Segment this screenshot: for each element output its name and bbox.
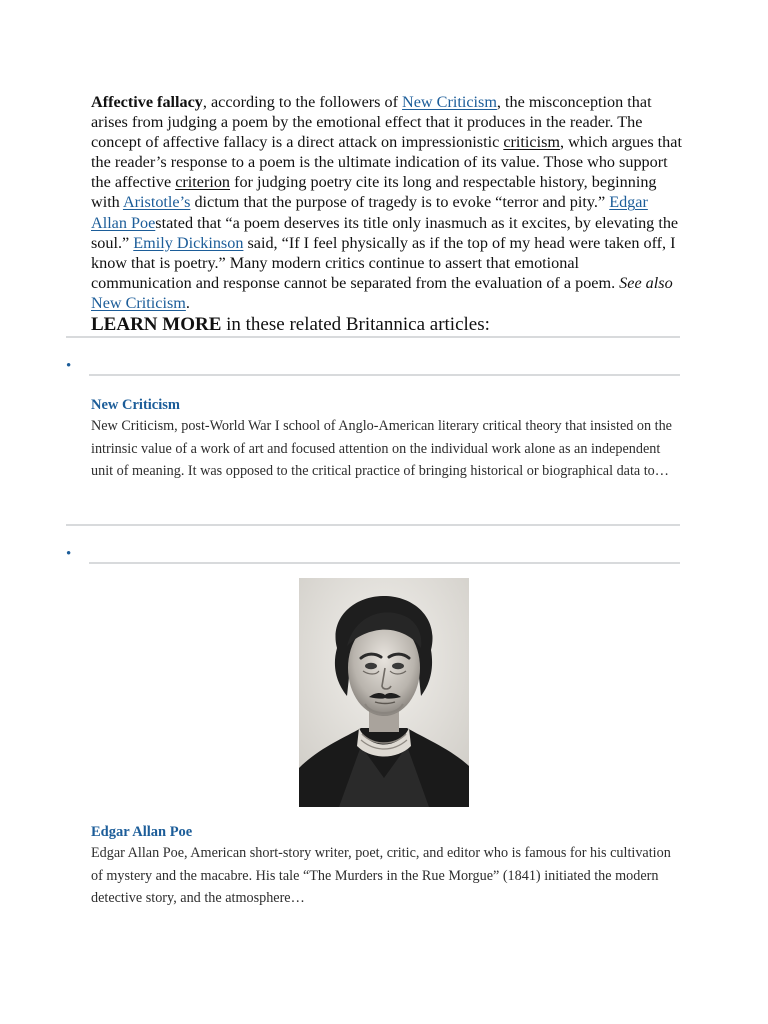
learn-more-text: in these related Britannica articles: — [221, 314, 490, 336]
text-segment: , which argues that the reader’s response to a poem is the ultimate indication of its value. Those who support the affective — [91, 133, 682, 192]
see-also-label: See also — [619, 273, 673, 292]
list-bullet: • — [66, 358, 72, 374]
divider — [66, 524, 680, 526]
edgar-allan-poe-portrait[interactable] — [299, 578, 469, 807]
related-article-summary: New Criticism, post-World War I school of Anglo-American literary critical theory that insisted on the intrinsic value of a work of art and focused attention on the individual work alone as an independent unit of meaning. It was opposed to the critical practice of bringing historical or biographical data to… — [91, 418, 672, 479]
learn-more-bold: LEARN MORE — [91, 314, 222, 336]
link-aristotle[interactable]: Aristotle’s — [122, 193, 191, 212]
text-segment: dictum that the purpose of tragedy is to evoke “terror and pity.” — [190, 193, 610, 212]
portrait-illustration — [299, 578, 469, 807]
link-new-criticism[interactable]: New Criticism — [402, 93, 497, 111]
learn-more-heading — [91, 313, 683, 337]
link-emily-dickinson[interactable]: Emily Dickinson — [133, 233, 244, 252]
text-segment: . — [185, 293, 190, 312]
related-article-summary: Edgar Allan Poe, American short-story writer, poet, critic, and editor who is famous for his cultivation of mystery and the macabre. His tale “The Murders in the Rue Morgue” (1841) initiated the modern detective story, and the atmosphere… — [91, 845, 671, 906]
text-segment: , according to the followers of — [202, 93, 403, 111]
link-criticism[interactable]: criticism — [503, 133, 560, 152]
text-segment: stated that “a poem deserves its title only inasmuch as it excites, by elevating the soul.” — [91, 213, 679, 252]
article-body — [91, 92, 683, 337]
text-segment: said, “If I feel physically as if the top of my head were taken off, I know that is poetry.” Many modern critics continue to assert that emotional communication and response cannot be separated from the evaluation of a poem. — [91, 233, 676, 292]
link-criterion[interactable]: criterion — [175, 173, 231, 192]
text-segment: , the misconception that arises from judging a poem by the emotional effect that it produces in the reader. The concept of affective fallacy is a direct attack on impressionistic — [91, 93, 652, 152]
link-new-criticism-see-also[interactable]: New Criticism — [91, 293, 186, 312]
divider — [89, 374, 680, 376]
definition-paragraph — [91, 92, 683, 313]
related-article-title-edgar-allan-poe[interactable]: Edgar Allan Poe — [91, 824, 193, 840]
link-edgar-allan-poe[interactable]: Edgar Allan Poe — [91, 193, 648, 232]
list-bullet: • — [66, 546, 72, 562]
divider — [66, 336, 680, 338]
term-heading: Affective fallacy — [91, 93, 203, 111]
text-segment: for judging poetry cite its long and respectable history, beginning with — [91, 173, 657, 212]
divider — [89, 562, 680, 564]
related-article-title-new-criticism[interactable]: New Criticism — [91, 397, 180, 413]
